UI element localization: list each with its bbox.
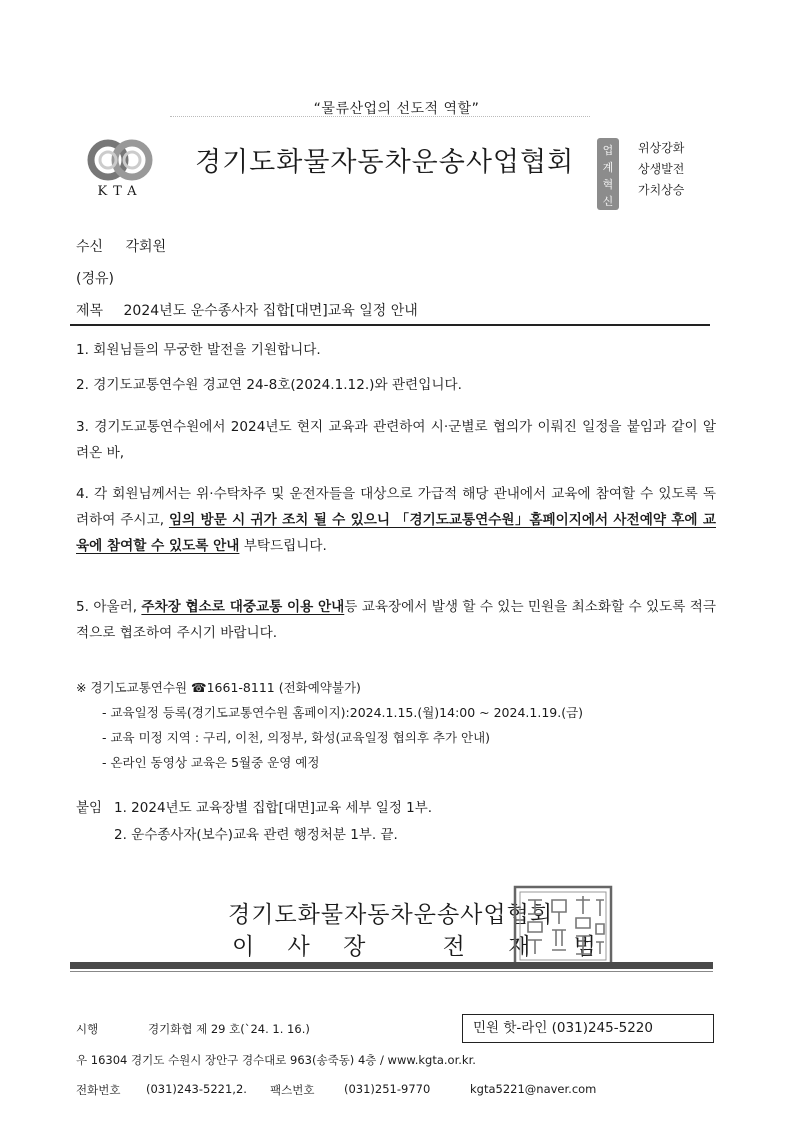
badge-char: 업 [602,144,614,157]
name-char: 범 [573,934,596,960]
hotline-box [462,1014,714,1043]
title-char: 사 [287,934,310,960]
signature-org: 경기도화물자동차운송사업협회 [228,902,554,928]
subject-rule [70,324,710,326]
title-char: 장 [343,934,366,960]
subject-label: 제목 [76,303,104,319]
phone-label: 전화번호 [76,1083,121,1097]
via-line: (경유) [76,271,114,287]
notice-item: - 교육일정 등록(경기도교통연수원 홈페이지):2024.1.15.(월)14:00 ~ 2024.1.19.(금) [102,705,584,720]
official-seal [512,884,614,968]
hotline-text: 민원 핫-라인 (031)245-5220 [473,1020,653,1036]
subject-line [76,300,418,320]
address: 우 16304 경기도 수원시 장안구 경수대로 963(송죽동) 4층 / www.kgta.or.kr. [76,1053,476,1067]
paragraph-4-emphasis: 임의 방문 시 귀가 조치 될 수 있으니 「경기도교통연수원」홈페이지에서 사전예약 후에 교육에 참여할 수 있도록 안내 [76,512,716,554]
fax-label: 팩스번호 [270,1083,315,1097]
notice-item: - 온라인 동영상 교육은 5월중 운영 예정 [102,755,320,770]
value-item: 가치상승 [638,183,685,197]
slogan-divider [170,116,590,117]
footer-divider-thin [70,971,713,972]
attachment-item: 2. 운수종사자(보수)교육 관련 행정처분 1부. 끝. [114,827,398,843]
badge-char: 계 [602,161,614,174]
paragraph-3: 3. 경기도교통연수원에서 2024년도 현지 교육과 관련하여 시·군별로 협의가 이뤄진 일정을 붙임과 같이 알려온 바, [76,419,716,461]
recipient-value: 각회원 [125,239,167,255]
attachment-label: 붙임 [76,800,103,816]
name-char: 재 [508,934,531,960]
innovation-badge [597,138,619,210]
enforce-label: 시행 [76,1022,99,1036]
value-item: 위상강화 [638,141,685,155]
org-title: 경기도화물자동차운송사업협회 [195,147,575,178]
fax-value: (031)251-9770 [344,1082,431,1096]
phone-value: (031)243-5221,2. [146,1082,247,1096]
notice-item: - 교육 미정 지역 : 구리, 이천, 의정부, 화성(교육일정 협의후 추가 안내) [102,730,491,745]
badge-char: 혁 [602,178,614,191]
title-char: 이 [232,934,255,960]
core-values [638,138,684,201]
paragraph-5-emphasis: 주차장 협소로 대중교통 이용 안내 [141,599,345,615]
subject-value: 2024년도 운수종사자 집합[대면]교육 일정 안내 [123,303,418,319]
enforce-value: 경기화협 제 29 호(`24. 1. 16.) [148,1022,310,1036]
paragraph-5-tail: 등 교육장에서 발생 할 수 있는 민원을 최소화할 수 있도록 적극적으로 협조하여 주시기 바랍니다. [76,599,717,641]
paragraph-1: 1. 회원님들의 무궁한 발전을 기원합니다. [76,342,321,358]
recipient-line [76,236,166,256]
slogan: “물류산업의 선도적 역할” [313,101,480,117]
notice-title: ※ 경기도교통연수원 ☎1661-8111 (전화예약불가) [76,680,361,695]
paragraph-4-text: 4. 각 회원님께서는 위·수탁차주 및 운전자들을 대상으로 가급적 해당 관내에서 교육에 참여할 수 있도록 독려하여 주시고, [76,486,716,528]
recipient-label: 수신 [76,239,104,255]
name-char: 전 [442,934,465,960]
value-item: 상생발전 [638,162,685,176]
email: kgta5221@naver.com [470,1082,597,1096]
paragraph-4-tail: 부탁드립니다. [239,538,327,554]
footer-divider-thick [70,962,713,969]
logo-text: KTA [97,184,143,199]
paragraph-4 [76,481,716,559]
paragraph-5-text: 5. 아울러, [76,599,142,615]
paragraph-2: 2. 경기도교통연수원 경교연 24-8호(2024.1.12.)와 관련입니다. [76,377,462,393]
paragraph-5 [76,594,716,646]
badge-char: 신 [602,195,614,208]
attachment-item: 1. 2024년도 교육장별 집합[대면]교육 세부 일정 1부. [114,800,433,816]
